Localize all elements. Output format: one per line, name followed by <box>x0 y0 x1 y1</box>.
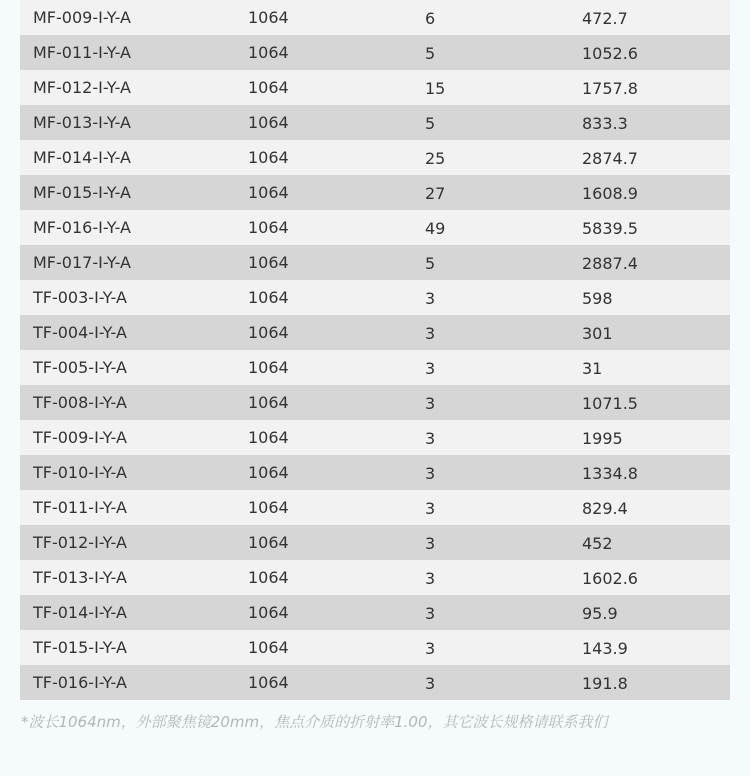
table-cell: 5 <box>425 254 436 273</box>
table-cell: 27 <box>425 184 446 203</box>
table-cell: 1064 <box>248 358 289 377</box>
table-cell: 3 <box>425 289 436 308</box>
table-cell: MF-011-I-Y-A <box>33 43 131 62</box>
table-cell: 5 <box>425 44 436 63</box>
table-cell: 25 <box>425 149 446 168</box>
table-cell: MF-016-I-Y-A <box>33 218 131 237</box>
table-row <box>20 105 730 140</box>
table-cell: 1064 <box>248 218 289 237</box>
table-cell: 598 <box>582 289 613 308</box>
table-row <box>20 455 730 490</box>
table-cell: TF-008-I-Y-A <box>33 393 127 412</box>
table-cell: 6 <box>425 9 436 28</box>
table-cell: 472.7 <box>582 9 628 28</box>
table-row <box>20 0 730 35</box>
table-row <box>20 245 730 280</box>
table-cell: 1064 <box>248 568 289 587</box>
table-cell: 2874.7 <box>582 149 638 168</box>
table-cell: 3 <box>425 359 436 378</box>
table-cell: 3 <box>425 534 436 553</box>
table-cell: 3 <box>425 324 436 343</box>
table-cell: TF-003-I-Y-A <box>33 288 127 307</box>
table-row <box>20 630 730 665</box>
table-row <box>20 665 730 700</box>
table-cell: TF-014-I-Y-A <box>33 603 127 622</box>
table-row <box>20 140 730 175</box>
table-cell: 3 <box>425 394 436 413</box>
table-row <box>20 350 730 385</box>
table-cell: 1064 <box>248 533 289 552</box>
table-cell: 301 <box>582 324 613 343</box>
table-row <box>20 490 730 525</box>
table-cell: 1071.5 <box>582 394 638 413</box>
table-cell: 143.9 <box>582 639 628 658</box>
table-cell: 1602.6 <box>582 569 638 588</box>
table-cell: 1334.8 <box>582 464 638 483</box>
table-cell: TF-012-I-Y-A <box>33 533 127 552</box>
table-row <box>20 175 730 210</box>
table-cell: 3 <box>425 674 436 693</box>
table-cell: 1064 <box>248 603 289 622</box>
table-cell: 3 <box>425 429 436 448</box>
table-row <box>20 70 730 105</box>
table-cell: 1064 <box>248 148 289 167</box>
table-row <box>20 420 730 455</box>
table-cell: TF-011-I-Y-A <box>33 498 127 517</box>
table-row <box>20 280 730 315</box>
table-row <box>20 315 730 350</box>
table-cell: MF-017-I-Y-A <box>33 253 131 272</box>
spec-table <box>20 0 730 700</box>
table-cell: MF-015-I-Y-A <box>33 183 131 202</box>
table-cell: 2887.4 <box>582 254 638 273</box>
table-cell: 1064 <box>248 498 289 517</box>
table-cell: 95.9 <box>582 604 618 623</box>
table-cell: 1064 <box>248 78 289 97</box>
table-cell: TF-009-I-Y-A <box>33 428 127 447</box>
table-row <box>20 385 730 420</box>
table-cell: TF-010-I-Y-A <box>33 463 127 482</box>
table-row <box>20 210 730 245</box>
table-cell: 3 <box>425 639 436 658</box>
table-cell: 3 <box>425 464 436 483</box>
table-cell: TF-004-I-Y-A <box>33 323 127 342</box>
table-cell: 1064 <box>248 638 289 657</box>
table-cell: 49 <box>425 219 446 238</box>
table-cell: 1052.6 <box>582 44 638 63</box>
table-cell: 1757.8 <box>582 79 638 98</box>
table-cell: MF-009-I-Y-A <box>33 8 131 27</box>
table-cell: 31 <box>582 359 603 378</box>
table-cell: TF-015-I-Y-A <box>33 638 127 657</box>
table-cell: 1608.9 <box>582 184 638 203</box>
table-cell: 1064 <box>248 8 289 27</box>
table-cell: 5 <box>425 114 436 133</box>
table-cell: 1064 <box>248 673 289 692</box>
table-row <box>20 560 730 595</box>
table-cell: MF-013-I-Y-A <box>33 113 131 132</box>
table-cell: TF-005-I-Y-A <box>33 358 127 377</box>
table-cell: 452 <box>582 534 613 553</box>
table-cell: 1064 <box>248 428 289 447</box>
table-cell: MF-012-I-Y-A <box>33 78 131 97</box>
table-cell: 1064 <box>248 463 289 482</box>
footnote: *波长1064nm，外部聚焦镜20mm，焦点介质的折射率1.00，其它波长规格请联系我们 <box>21 713 608 731</box>
table-cell: MF-014-I-Y-A <box>33 148 131 167</box>
table-row <box>20 595 730 630</box>
table-cell: 1995 <box>582 429 623 448</box>
table-cell: 1064 <box>248 183 289 202</box>
table-cell: 3 <box>425 499 436 518</box>
table-cell: 833.3 <box>582 114 628 133</box>
table-cell: 1064 <box>248 288 289 307</box>
table-cell: 1064 <box>248 43 289 62</box>
table-cell: 829.4 <box>582 499 628 518</box>
table-cell: 1064 <box>248 323 289 342</box>
table-cell: 1064 <box>248 393 289 412</box>
table-row <box>20 35 730 70</box>
table-cell: TF-016-I-Y-A <box>33 673 127 692</box>
table-row <box>20 525 730 560</box>
table-cell: 191.8 <box>582 674 628 693</box>
table-cell: 3 <box>425 569 436 588</box>
table-cell: 5839.5 <box>582 219 638 238</box>
table-cell: 1064 <box>248 253 289 272</box>
table-cell: 3 <box>425 604 436 623</box>
table-cell: 15 <box>425 79 446 98</box>
table-cell: 1064 <box>248 113 289 132</box>
table-cell: TF-013-I-Y-A <box>33 568 127 587</box>
